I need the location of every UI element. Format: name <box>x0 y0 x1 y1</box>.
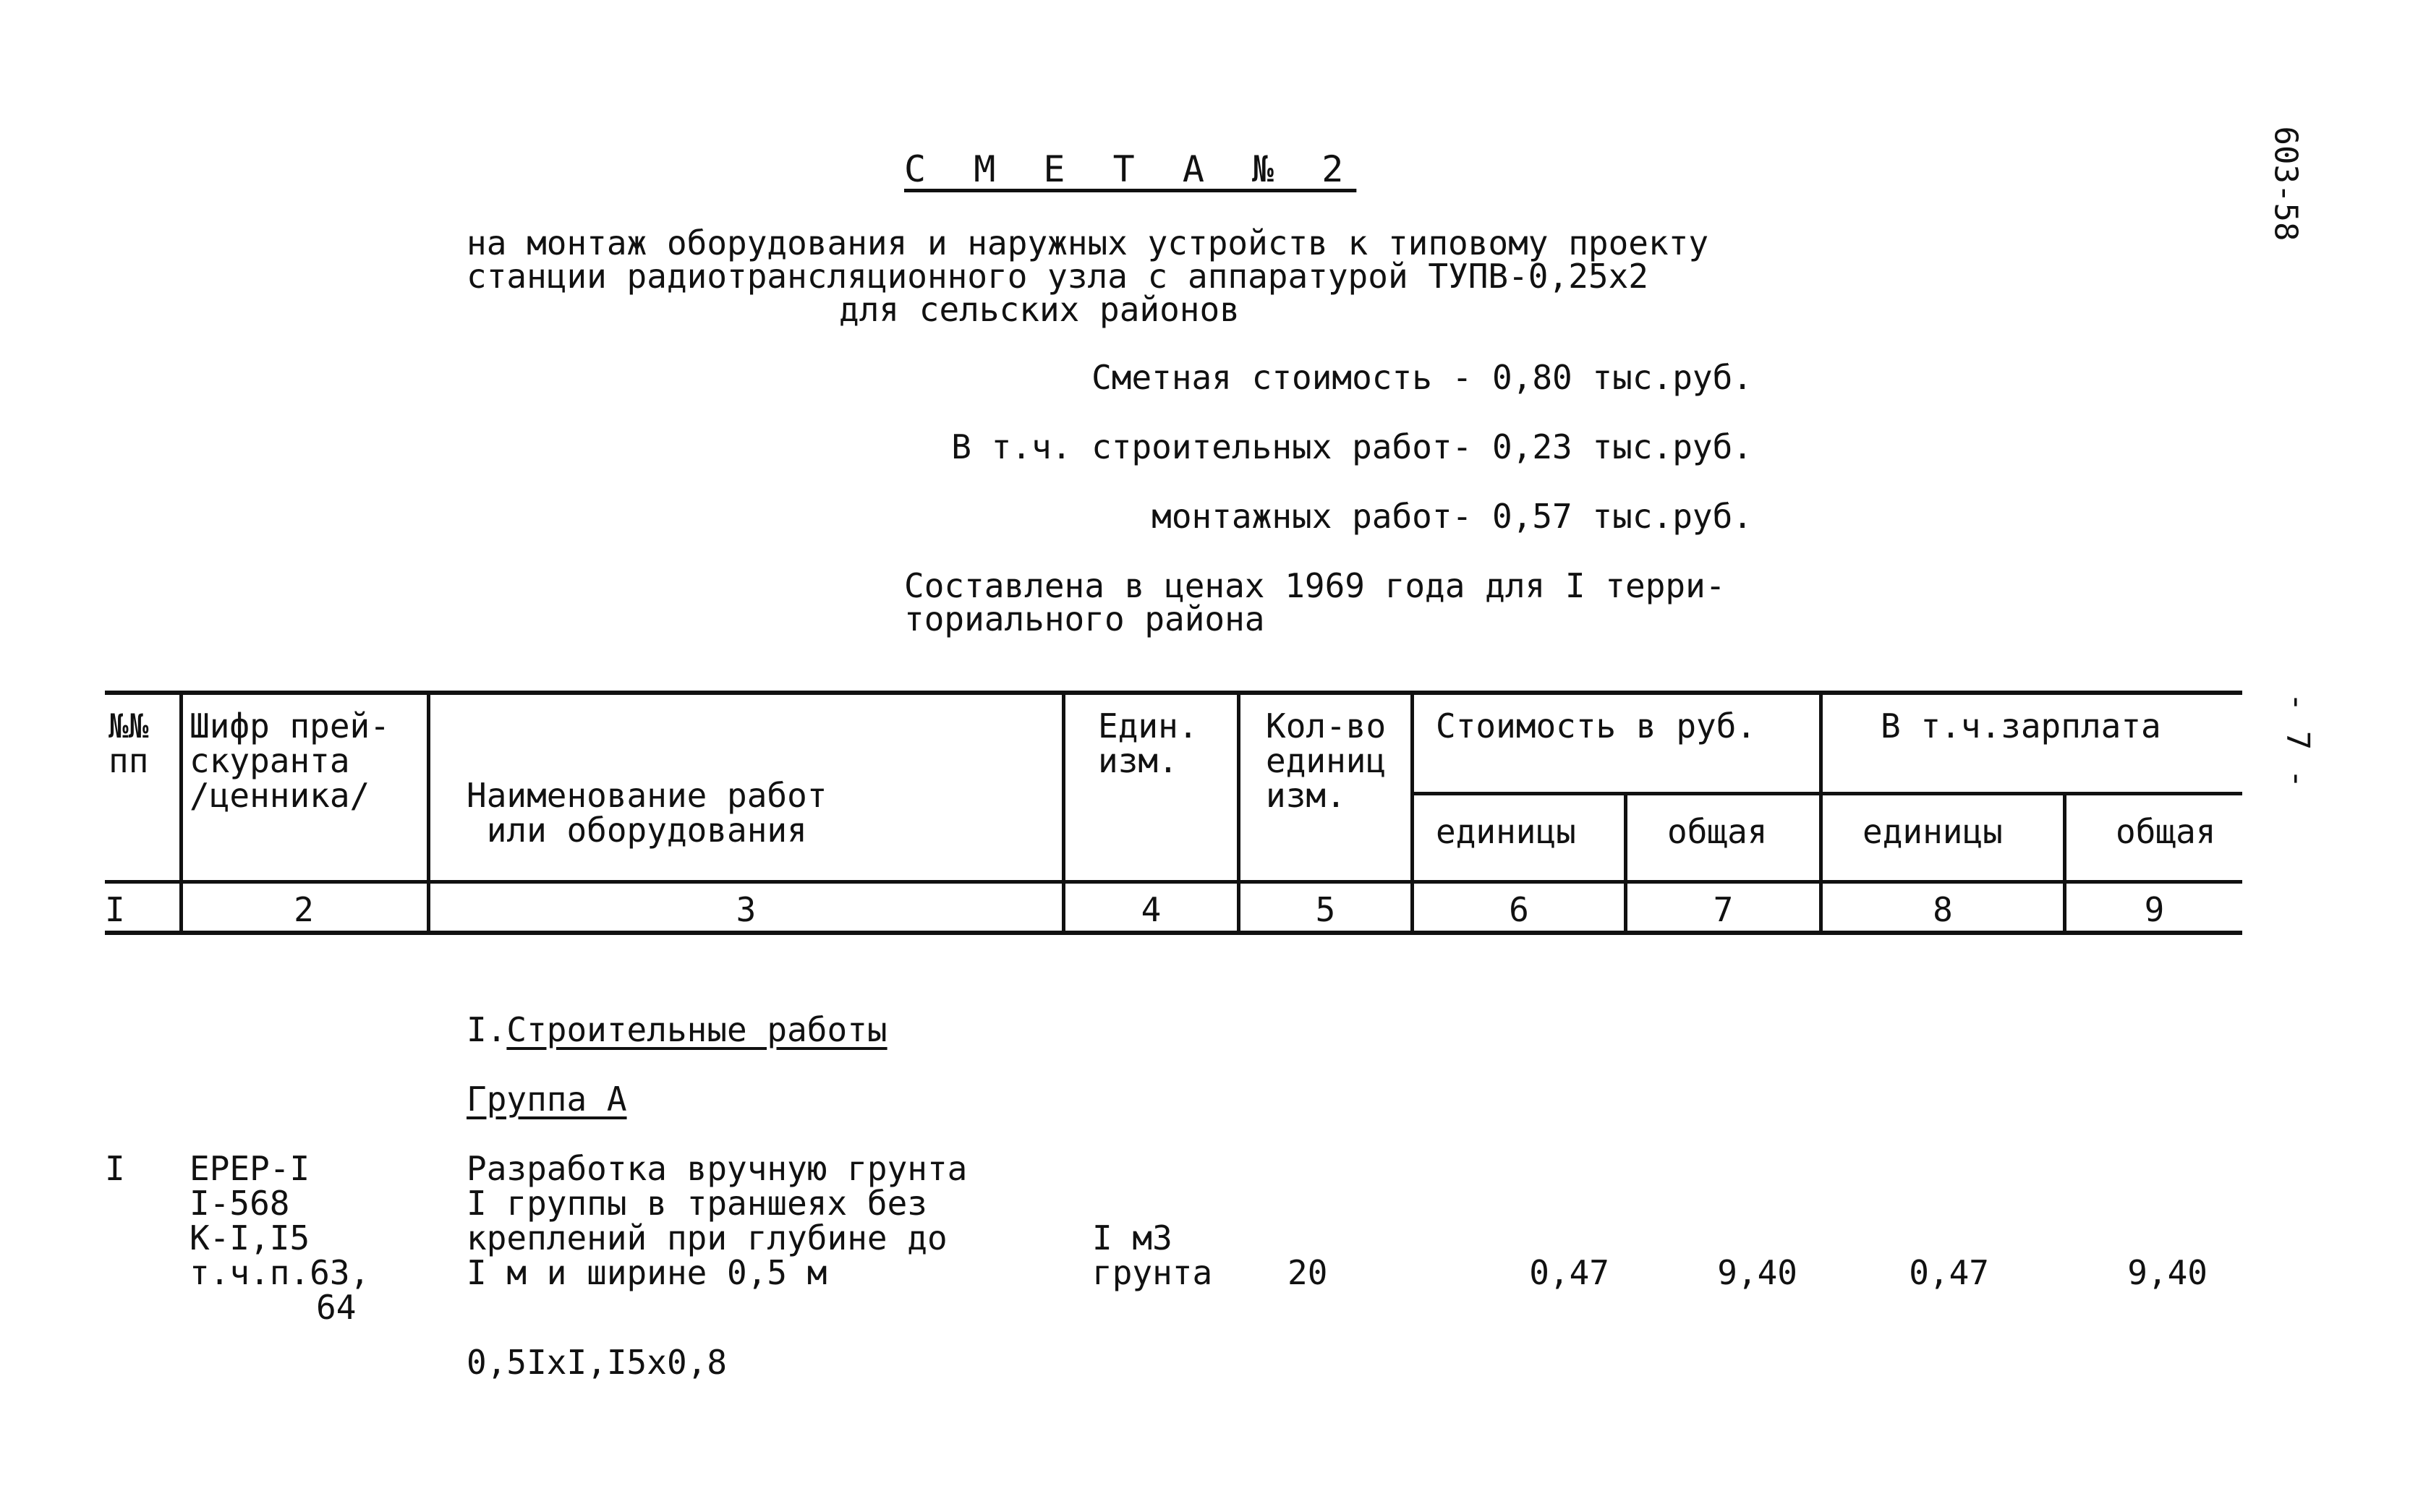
summary-construction: В т.ч. строительных работ- 0,23 тыс.руб. <box>951 427 1753 466</box>
header-cost: Стоимость в руб. <box>1436 706 1757 746</box>
document-code: 603-58 <box>2267 126 2304 242</box>
summary-total: Сметная стоимость - 0,80 тыс.руб. <box>1091 358 1753 397</box>
col-number-2: 2 <box>294 890 314 929</box>
col-number-5: 5 <box>1315 890 1336 929</box>
row-cipher: ЕРЕР-I I-568 К-I,I5 т.ч.п.63, 64 <box>190 1149 370 1327</box>
row-cost-unit: 0,47 <box>1529 1253 1609 1292</box>
prices-note-line-2: ториального района <box>904 599 1265 638</box>
table-subheader-rule <box>1410 792 2242 795</box>
group-title: Группа А <box>467 1080 627 1119</box>
col-number-7: 7 <box>1713 890 1734 929</box>
row-wage-unit: 0,47 <box>1909 1253 1989 1292</box>
row-qty: 20 <box>1287 1253 1328 1292</box>
row-work-name: Разработка вручную грунта I группы в траншеях без креплений при глубине до I м и ширине 0,5 м <box>467 1149 968 1292</box>
row-number: I <box>105 1149 125 1188</box>
row-unit: I м3 грунта <box>1092 1218 1213 1292</box>
section-title-prefix: I. <box>467 1010 507 1049</box>
col-number-9: 9 <box>2144 890 2165 929</box>
header-wage: В т.ч.зарплата <box>1881 706 2161 746</box>
header-cipher: Шифр прей- скуранта /ценника/ <box>190 706 390 815</box>
row-formula: 0,5IxI,I5x0,8 <box>467 1343 728 1382</box>
row-wage-total: 9,40 <box>2127 1253 2208 1292</box>
table-top-rule <box>105 691 2242 695</box>
header-unit: Един. изм. <box>1098 706 1199 780</box>
col-number-4: 4 <box>1141 890 1162 929</box>
page-title: С М Е Т А № 2 <box>904 148 1357 190</box>
summary-assembly: монтажных работ- 0,57 тыс.руб. <box>1151 497 1753 536</box>
table-numbers-rule <box>105 931 2242 935</box>
row-cost-total: 9,40 <box>1717 1253 1797 1292</box>
prices-note-line-1: Составлена в ценах 1969 года для I терри- <box>904 566 1726 605</box>
col-number-3: 3 <box>736 890 757 929</box>
subtitle-line-1: на монтаж оборудования и наружных устройств к типовому проекту <box>467 223 1709 262</box>
header-name: Наименование работ или оборудования <box>467 776 827 850</box>
col-number-1: I <box>105 890 125 929</box>
subtitle-line-2: станции радиотрансляционного узла с аппаратурой ТУПВ-0,25х2 <box>467 257 1648 296</box>
col-number-8: 8 <box>1933 890 1953 929</box>
header-wage-total: общая <box>2116 812 2216 851</box>
col-number-6: 6 <box>1509 890 1529 929</box>
subtitle-line-3: для сельских районов <box>839 290 1240 329</box>
header-wage-unit: единицы <box>1863 812 2003 851</box>
header-cost-unit: единицы <box>1436 812 1576 851</box>
section-title <box>467 1012 887 1047</box>
header-cost-total: общая <box>1667 812 1768 851</box>
page-number: - 7 - <box>2279 692 2317 789</box>
header-num: №№ пп <box>108 706 149 780</box>
header-qty: Кол-во единиц изм. <box>1266 706 1387 815</box>
table-header-rule <box>105 880 2242 884</box>
section-title-text: Строительные работы <box>506 1010 887 1049</box>
